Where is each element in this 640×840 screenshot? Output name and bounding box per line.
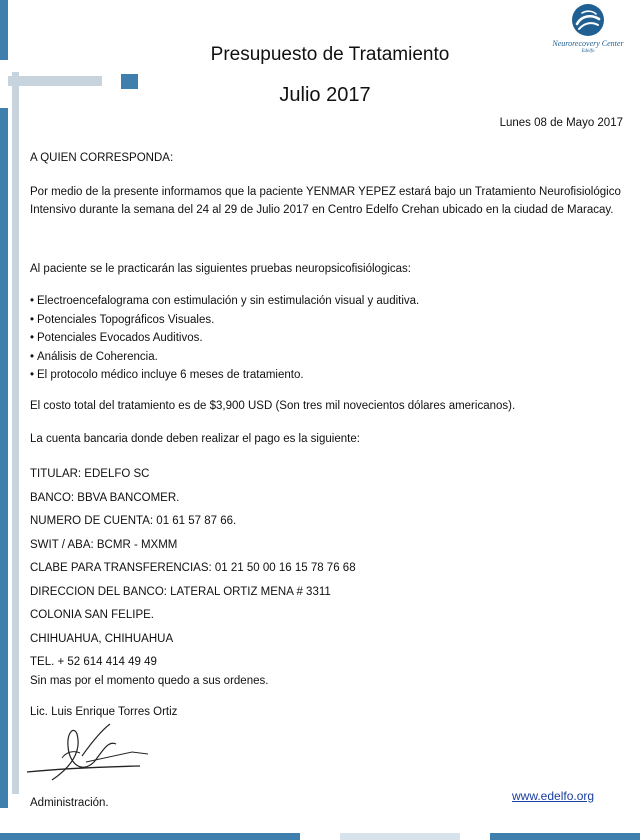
logo-subname: Edelfo [581, 49, 595, 54]
list-item: • Análisis de Coherencia. [30, 348, 630, 367]
greeting: A QUIEN CORRESPONDA: [30, 152, 174, 164]
document-subtitle: Julio 2017 [279, 84, 371, 106]
bank-detail-city: CHIHUAHUA, CHIHUAHUA [30, 632, 174, 645]
bank-detail-address: DIRECCION DEL BANCO: LATERAL ORTIZ MENA # 3311 [30, 585, 331, 598]
bank-detail-clabe: CLABE PARA TRANSFERENCIAS: 01 21 50 00 16 15 78 76 68 [30, 562, 356, 574]
left-accent-bar [0, 108, 8, 808]
list-item: • Potenciales Topográficos Visuales. [30, 311, 630, 330]
bottom-accent-bar-left [0, 833, 300, 840]
list-item: • Potenciales Evocados Auditivos. [30, 329, 630, 348]
bank-detail-bank: BANCO: BBVA BANCOMER. [30, 491, 180, 504]
document-title: Presupuesto de Tratamiento [210, 44, 450, 65]
cost-statement: El costo total del tratamiento es de $3,900 USD (Son tres mil novecientos dólares americanos). [30, 400, 516, 412]
signer-name: Lic. Luis Enrique Torres Ortiz [30, 706, 178, 718]
logo-name: Neurorecovery Center [552, 39, 624, 48]
bank-detail-swift: SWIT / ABA: BCMR - MXMM [30, 538, 178, 551]
department-name: Administración. [30, 797, 109, 809]
bank-detail-account: NUMERO DE CUENTA: 01 61 57 87 66. [30, 515, 237, 527]
bank-detail-phone: TEL. + 52 614 414 49 49 [30, 656, 157, 668]
left-accent-bar-top [0, 0, 8, 60]
bottom-light-bar [340, 833, 460, 840]
letter-date: Lunes 08 de Mayo 2017 [499, 117, 623, 129]
bank-detail-holder: TITULAR: EDELFO SC [30, 468, 150, 480]
bank-details [30, 463, 630, 675]
list-item: • Electroencefalograma con estimulación y sin estimulación visual y auditiva. [30, 292, 630, 311]
closing-line: Sin mas por el momento quedo a sus ordenes. [30, 675, 269, 687]
handwritten-signature [22, 722, 162, 788]
intro-paragraph: Por medio de la presente informamos que la paciente YENMAR YEPEZ estará bajo un Tratamiento Neurofisiológico Intensivo durante la semana del 24 al 29 de Julio 2017 en Centro Edelfo Crehan ubicado en la ciudad de Maracay. [30, 186, 621, 216]
swirl-logo-icon [571, 3, 605, 37]
bank-detail-colony: COLONIA SAN FELIPE. [30, 609, 154, 621]
list-item: • El protocolo médico incluye 6 meses de tratamiento. [30, 366, 630, 385]
tests-intro: Al paciente se le practicarán las siguientes pruebas neuropsicofisiólogicas: [30, 263, 411, 275]
left-light-bar [12, 72, 19, 794]
bank-intro: La cuenta bancaria donde deben realizar el pago es la siguiente: [30, 433, 360, 445]
bottom-accent-bar-right [490, 833, 640, 840]
website-link[interactable]: www.edelfo.org [512, 789, 595, 803]
tests-list [30, 292, 630, 385]
